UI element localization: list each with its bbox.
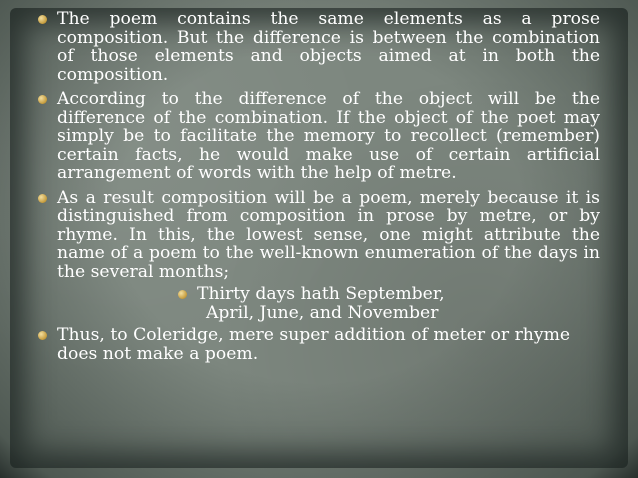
- slide-content: [38, 10, 600, 369]
- bullet-dot-icon: [38, 194, 47, 203]
- bullet-dot-icon: [38, 331, 47, 340]
- verse-line-1: Thirty days hath September,: [197, 284, 445, 304]
- bullet-item: [38, 326, 600, 363]
- bullet-text: As a result composition will be a poem, merely because it is distinguished from composition in prose by metre, or by rhyme. In this, the lowest sense, one might attribute the name of a poem to the well-known enumeration of the days in the several months;: [57, 187, 600, 282]
- bullet-text: Thus, to Coleridge, mere super addition of meter or rhyme does not make a poem.: [57, 325, 571, 364]
- quoted-verse: [178, 285, 600, 322]
- bullet-item: [38, 10, 600, 84]
- bullet-dot-icon: [178, 290, 187, 299]
- bullet-dot-icon: [38, 15, 47, 24]
- bullet-dot-icon: [38, 95, 47, 104]
- bullet-item: [38, 189, 600, 282]
- bullet-text: According to the difference of the object will be the difference of the combination. If the object of the poet may simply be to facilitate the memory to recollect (remember) certain facts, he would make use of certain artificial arrangement of words with the help of metre.: [57, 89, 600, 183]
- bullet-item: [38, 90, 600, 183]
- bullet-text: The poem contains the same elements as a prose composition. But the difference is between the combination of those elements and objects aimed at in both the composition.: [57, 9, 600, 85]
- verse-line-2: April, June, and November: [206, 302, 439, 323]
